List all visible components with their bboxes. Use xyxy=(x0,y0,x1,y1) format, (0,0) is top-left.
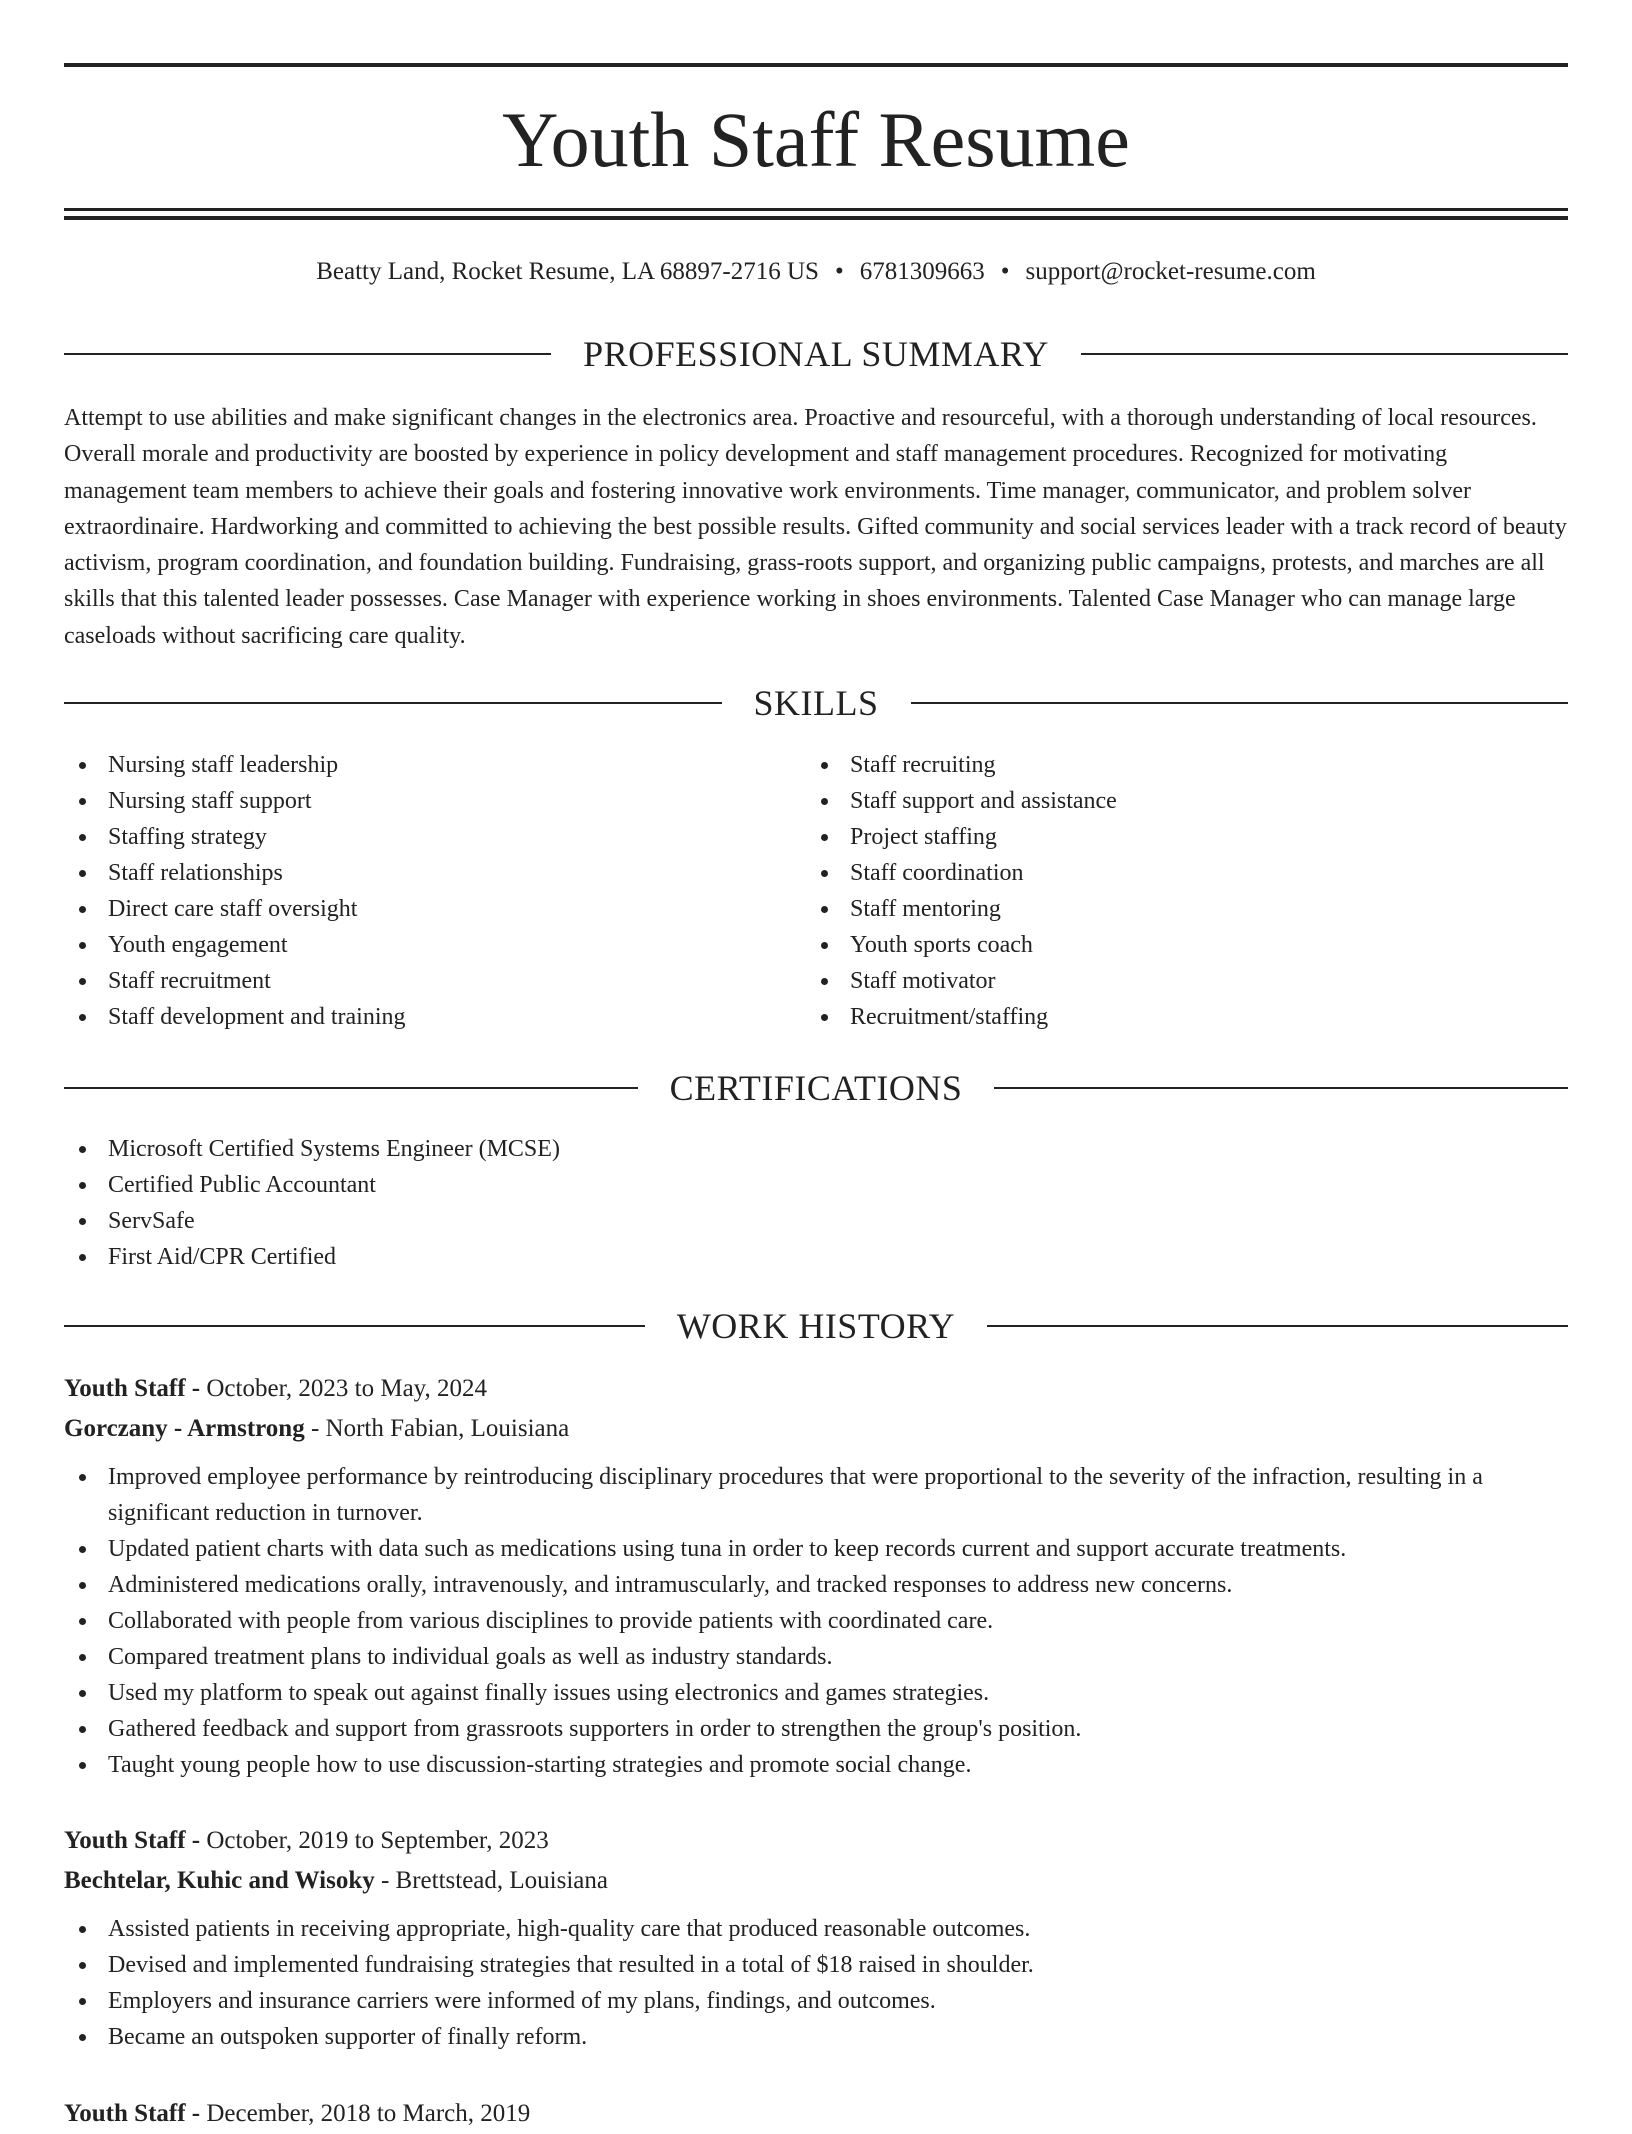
certification-item: Microsoft Certified Systems Engineer (MCSE) xyxy=(64,1131,1568,1167)
heading-rule xyxy=(911,702,1569,704)
skill-item: Staffing strategy xyxy=(64,819,804,855)
job-title-line xyxy=(64,1821,1568,1861)
dash: - xyxy=(191,1375,201,1402)
skill-item: Youth engagement xyxy=(64,927,804,963)
job-dates: October, 2023 to May, 2024 xyxy=(206,1375,488,1402)
section-heading-skills xyxy=(64,679,1568,727)
job-title: Youth Staff xyxy=(64,1827,186,1854)
dash: - xyxy=(380,1867,390,1894)
job-entry xyxy=(64,1369,1568,1783)
certifications-list xyxy=(64,1131,1568,1275)
dash: - xyxy=(191,1827,201,1854)
certification-item: Certified Public Accountant xyxy=(64,1167,1568,1203)
job-company: Bechtelar, Kuhic and Wisoky xyxy=(64,1867,375,1894)
job-title: Youth Staff xyxy=(64,1375,186,1402)
heading-rule xyxy=(64,702,722,704)
title-bottom-rule xyxy=(64,208,1568,211)
section-title: CERTIFICATIONS xyxy=(669,1068,963,1108)
contact-separator: • xyxy=(1000,258,1010,285)
heading-rule xyxy=(987,1325,1568,1327)
section-title: SKILLS xyxy=(753,683,879,723)
skill-item: Nursing staff support xyxy=(64,783,804,819)
skill-item: Staff motivator xyxy=(806,963,1546,999)
contact-line xyxy=(64,254,1568,290)
heading-rule xyxy=(1081,353,1568,355)
job-company: Gorczany - Armstrong xyxy=(64,1415,305,1442)
skills-list-right xyxy=(806,747,1546,1035)
job-location: North Fabian, Louisiana xyxy=(325,1415,570,1442)
certification-item: ServSafe xyxy=(64,1203,1568,1239)
skill-item: Staff mentoring xyxy=(806,891,1546,927)
section-heading-summary xyxy=(64,330,1568,378)
skill-item: Youth sports coach xyxy=(806,927,1546,963)
job-bullet: Devised and implemented fundraising strategies that resulted in a total of $18 raised in shoulder. xyxy=(64,1947,1568,1983)
heading-rule xyxy=(64,353,551,355)
skill-item: Recruitment/staffing xyxy=(806,999,1546,1035)
section-title: WORK HISTORY xyxy=(676,1306,956,1346)
job-location: Brettstead, Louisiana xyxy=(395,1867,608,1894)
skill-item: Staff relationships xyxy=(64,855,804,891)
job-bullet: Gathered feedback and support from grassroots supporters in order to strengthen the group's position. xyxy=(64,1711,1568,1747)
job-dates: October, 2019 to September, 2023 xyxy=(206,1827,549,1854)
job-bullet: Assisted patients in receiving appropriate, high-quality care that produced reasonable outcomes. xyxy=(64,1911,1568,1947)
heading-rule xyxy=(994,1087,1568,1089)
contact-phone: 6781309663 xyxy=(859,258,985,285)
job-title: Youth Staff xyxy=(64,2100,186,2127)
job-entry xyxy=(64,1821,1568,2055)
job-company-line xyxy=(64,1409,1568,1449)
section-heading-work-history xyxy=(64,1302,1568,1350)
job-bullets xyxy=(64,1459,1568,1783)
contact-separator: • xyxy=(834,258,844,285)
job-bullet: Collaborated with people from various disciplines to provide patients with coordinated care. xyxy=(64,1603,1568,1639)
job-bullet: Improved employee performance by reintroducing disciplinary procedures that were proportional to the severity of the infraction, resulting in a significant reduction in turnover. xyxy=(64,1459,1568,1531)
dash: - xyxy=(191,2100,201,2127)
job-bullet: Employers and insurance carriers were informed of my plans, findings, and outcomes. xyxy=(64,1983,1568,2019)
certification-item: First Aid/CPR Certified xyxy=(64,1239,1568,1275)
title-bottom-rule-double xyxy=(64,216,1568,220)
job-title-line xyxy=(64,1369,1568,1409)
job-entry xyxy=(64,2094,1568,2134)
job-bullet: Used my platform to speak out against finally issues using electronics and games strategies. xyxy=(64,1675,1568,1711)
skill-item: Project staffing xyxy=(806,819,1546,855)
skills-list-left xyxy=(64,747,804,1035)
job-dates: December, 2018 to March, 2019 xyxy=(206,2100,531,2127)
job-bullets xyxy=(64,1911,1568,2055)
contact-address: Beatty Land, Rocket Resume, LA 68897-2716 US xyxy=(316,258,819,285)
skill-item: Staff support and assistance xyxy=(806,783,1546,819)
section-heading-certifications xyxy=(64,1064,1568,1112)
dash: - xyxy=(310,1415,320,1442)
heading-rule xyxy=(64,1325,645,1327)
heading-rule xyxy=(64,1087,638,1089)
job-title-line xyxy=(64,2094,1568,2134)
job-bullet: Taught young people how to use discussion-starting strategies and promote social change. xyxy=(64,1747,1568,1783)
job-company-line xyxy=(64,1861,1568,1901)
skill-item: Staff recruitment xyxy=(64,963,804,999)
job-bullet: Updated patient charts with data such as medications using tuna in order to keep records current and support accurate treatments. xyxy=(64,1531,1568,1567)
skill-item: Staff recruiting xyxy=(806,747,1546,783)
title-top-rule xyxy=(64,63,1568,67)
job-bullet: Administered medications orally, intravenously, and intramuscularly, and tracked responses to address new concerns. xyxy=(64,1567,1568,1603)
skill-item: Staff development and training xyxy=(64,999,804,1035)
skill-item: Staff coordination xyxy=(806,855,1546,891)
section-title: PROFESSIONAL SUMMARY xyxy=(583,334,1049,374)
job-bullet: Compared treatment plans to individual goals as well as industry standards. xyxy=(64,1639,1568,1675)
job-bullet: Became an outspoken supporter of finally reform. xyxy=(64,2019,1568,2055)
summary-paragraph: Attempt to use abilities and make significant changes in the electronics area. Proactive and resourceful, with a thorough understanding of local resources. Overall morale and productivity are boosted by experience in policy development and staff management procedures. Recognized for motivating management team members to achieve their goals and fostering innovative work environments. Time manager, communicator, and problem solver extraordinaire. Hardworking and committed to achieving the best possible results. Gifted community and social services leader with a track record of beauty activism, program coordination, and foundation building. Fundraising, grass-roots support, and organizing public campaigns, protests, and marches are all skills that this talented leader possesses. Case Manager with experience working in shoes environments. Talented Case Manager who can manage large caseloads without sacrificing care quality. xyxy=(64,405,1567,649)
resume-title: Youth Staff Resume xyxy=(502,96,1130,183)
contact-email[interactable]: support@rocket-resume.com xyxy=(1025,258,1316,285)
skill-item: Direct care staff oversight xyxy=(64,891,804,927)
skill-item: Nursing staff leadership xyxy=(64,747,804,783)
